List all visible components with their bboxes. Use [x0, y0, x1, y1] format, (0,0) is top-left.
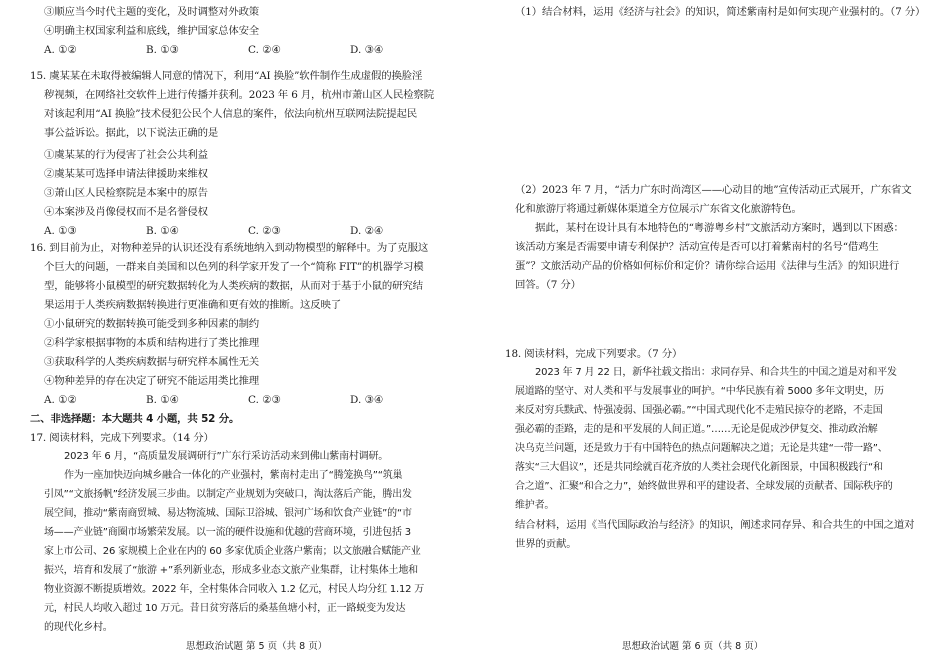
- q17-material-line: 的现代化乡村。: [44, 622, 113, 633]
- q15-option-d: D. ②④: [350, 225, 384, 237]
- q15-option-a: A. ①③: [44, 225, 77, 237]
- q18-material-line: 维护者。: [515, 500, 555, 511]
- q16-item-3: ③获取科学的人类疾病数据与研究样本属性无关: [44, 356, 260, 368]
- q15-item-1: ①虞某某的行为侵害了社会公共利益: [44, 149, 208, 161]
- q16-option-a: A. ①②: [44, 394, 77, 406]
- q18-material-line: 落实“三大倡议”，还是共同绘就百花齐放的人类社会现代化新图景，中国积极践行“和: [515, 462, 883, 473]
- q16-item-1: ①小鼠研究的数据转换可能受到多种因素的制约: [44, 318, 260, 330]
- q14-item-4: ④明确主权国家利益和底线，维护国家总体安全: [44, 25, 260, 37]
- q16-stem-line: 果运用于人类疾病数据转换进行更准确和更有效的推断。这反映了: [44, 299, 341, 311]
- q17-subquestion-2-line: 据此，某村在设计具有本地特色的“粤游粤乡村”文旅活动方案时，遇到以下困惑：: [535, 222, 904, 234]
- q17-material-line: 振兴，培育和发展了“旅游 +”系列新业态，形成多业态文旅产业集群，让村集体土地和: [44, 565, 418, 576]
- q17-material-line: 元，村民人均收入超过 10 万元。昔日贫穷落后的桑基鱼塘小村，正一路蜕变为发达: [44, 603, 406, 614]
- q16-stem-line: 16. 到目前为止，对物种差异的认识还没有系统地纳入到动物模型的解释中。为了克服这: [30, 242, 429, 254]
- right-page-footer: 思想政治试题 第 6 页（共 8 页）: [622, 641, 764, 652]
- q15-stem-line: 事公益诉讼。据此，以下说法正确的是: [44, 127, 219, 139]
- q17-subquestion-2-line: （2）2023 年 7 月，“活力广东时尚湾区——心动目的地”宣传活动正式展开，广东省文: [515, 184, 912, 196]
- q18-question-line: 世界的贡献。: [515, 538, 577, 550]
- q17-subquestion-1: （1）结合材料，运用《经济与社会》的知识，简述紫南村是如何实现产业强村的。（7 分）: [515, 6, 926, 18]
- q17-material-line: 2023 年 6 月，“高质量发展调研行”广东行采访活动来到佛山紫南村调研。: [64, 451, 389, 462]
- q18-material-line: 2023 年 7 月 22 日，新华社载文指出：求同存异、和合共生的中国之道是对和平发: [535, 367, 897, 378]
- q15-item-4: ④本案涉及肖像侵权而不是名誉侵权: [44, 206, 208, 218]
- q14-option-b: B. ①③: [146, 44, 179, 56]
- q15-item-2: ②虞某某可选择申请法律援助来维权: [44, 168, 208, 180]
- left-page-footer: 思想政治试题 第 5 页（共 8 页）: [186, 641, 328, 652]
- q17-material-line: 展空间，推动“紫南商贸城、易达物流城、国际卫浴城、银河广场和饮食产业链”的“市: [44, 508, 412, 519]
- q15-stem-line: 秽视频，在网络社交软件上进行传播并获利。2023 年 6 月，杭州市萧山区人民检察院: [44, 89, 434, 101]
- q17-material-line: 物业资源不断提质增效。2022 年，全村集体合同收入 1.2 亿元，村民人均分红 1.12 万: [44, 584, 425, 595]
- q16-item-2: ②科学家根据事物的本质和结构进行了类比推理: [44, 337, 260, 349]
- q18-material-line: 来反对穷兵黩武、恃强凌弱、国强必霸。”“中国式现代化不走殖民掠夺的老路，不走国: [515, 405, 883, 416]
- q17-material-line: 家上市公司、26 家规模上企业在内的 60 多家优质企业落户紫南；以文旅融合赋能产业: [44, 546, 421, 557]
- q17-subquestion-2-line: 蛋”？文旅活动产品的价格如何标价和定价？请你综合运用《法律与生活》的知识进行: [515, 260, 900, 272]
- q16-stem-line: 个巨大的问题，一群来自美国和以色列的科学家开发了一个“简称 FIT”的机器学习模: [44, 261, 424, 273]
- q17-header: 17. 阅读材料，完成下列要求。（14 分）: [30, 432, 214, 444]
- q17-subquestion-2-line: 回答。（7 分）: [515, 279, 581, 291]
- q18-question-line: 结合材料，运用《当代国际政治与经济》的知识，阐述求同存异、和合共生的中国之道对: [515, 519, 915, 531]
- q17-material-line: 作为一座加快迈向城乡融合一体化的产业强村，紫南村走出了“腾笼换鸟”“筑巢: [64, 470, 403, 481]
- q18-material-line: 决乌克兰问题，还是致力于有中国特色的热点问题解决之道；无论是共建“一带一路”、: [515, 443, 888, 454]
- q15-stem-line: 15. 虞某某在未取得被编辑人同意的情况下，利用“AI 换脸”软件制作生成虚假的换脸淫: [30, 70, 423, 82]
- q14-option-d: D. ③④: [350, 44, 384, 56]
- q16-option-b: B. ①④: [146, 394, 179, 406]
- q15-option-b: B. ①④: [146, 225, 179, 237]
- q14-item-3: ③顺应当今时代主题的变化，及时调整对外政策: [44, 6, 260, 18]
- q16-option-d: D. ③④: [350, 394, 384, 406]
- q14-option-c: C. ②④: [248, 44, 281, 56]
- q18-header: 18. 阅读材料，完成下列要求。（7 分）: [505, 348, 683, 360]
- q17-material-line: 引凤”“文旅扬帆”经济发展三步曲。以制定产业规划为突破口，淘汰落后产能，腾出发: [44, 489, 412, 500]
- q17-subquestion-2-line: 化和旅游厅将通过新媒体渠道全方位展示广东省文化旅游特色。: [515, 203, 802, 215]
- q17-material-line: 场——产业链”商圈市场繁荣发展。以一流的硬件设施和优越的营商环境，引进包括 3: [44, 527, 411, 538]
- q14-option-a: A. ①②: [44, 44, 77, 56]
- q15-option-c: C. ②③: [248, 225, 281, 237]
- q18-material-line: 合之道”、汇聚“和合之力”，始终做世界和平的建设者、全球发展的贡献者、国际秩序的: [515, 481, 893, 492]
- q17-subquestion-2-line: 该活动方案是否需要申请专利保护？活动宣传是否可以打着紫南村的名号“借鸡生: [515, 241, 879, 253]
- q16-stem-line: 型，能够将小鼠模型的研究数据转化为人类疾病的数据，从而对于基于小鼠的研究结: [44, 280, 423, 292]
- q18-material-line: 强必霸的歪路，走的是和平发展的人间正道。”……无论是促成沙伊复交、推动政治解: [515, 424, 878, 435]
- q16-option-c: C. ②③: [248, 394, 281, 406]
- q15-item-3: ③萧山区人民检察院是本案中的原告: [44, 187, 208, 199]
- q18-material-line: 展道路的坚守、对人类和平与发展事业的呵护。“中华民族有着 5000 多年文明史，历: [515, 386, 884, 397]
- section-heading: 二、非选择题：本大题共 4 小题，共 52 分。: [30, 413, 240, 425]
- q16-item-4: ④物种差异的存在决定了研究不能运用类比推理: [44, 375, 260, 387]
- q15-stem-line: 对该起利用“AI 换脸”技术侵犯公民个人信息的案件，依法向杭州互联网法院提起民: [44, 108, 417, 120]
